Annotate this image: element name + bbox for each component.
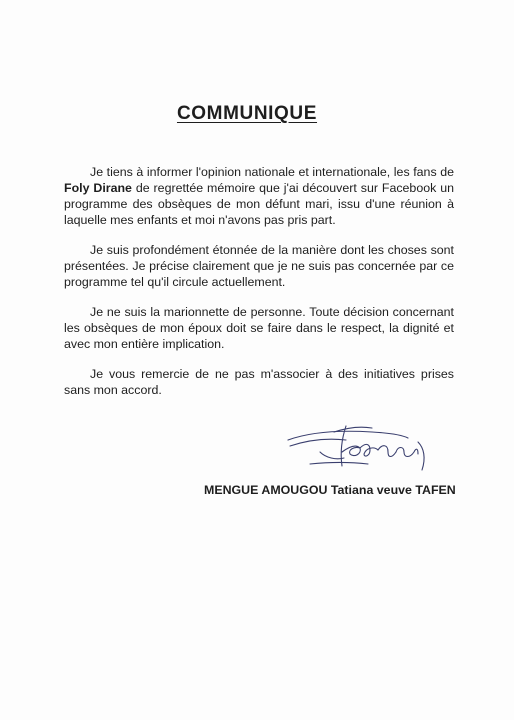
paragraph-1-text-after: de regrettée mémoire que j'ai découvert sur Facebook un programme des obsèques de mon défunt mari, issu d'une réunion à laquelle mes enfants et moi n'avons pas pris part. xyxy=(64,181,454,227)
handwritten-signature xyxy=(280,418,440,476)
paragraph-2-text: Je suis profondément étonnée de la manière dont les choses sont présentées. Je précise clairement que je ne suis pas concernée par ce programme tel qu'il circule actuellement. xyxy=(64,243,454,289)
paragraph-1-text-before: Je tiens à informer l'opinion nationale et internationale, les fans de xyxy=(90,165,454,179)
document-title: COMMUNIQUE xyxy=(176,103,318,124)
deceased-name: Foly Dirane xyxy=(64,181,132,195)
paragraph-1 xyxy=(64,164,454,228)
paragraph-4-text: Je vous remercie de ne pas m'associer à des initiatives prises sans mon accord. xyxy=(64,367,454,397)
paragraph-2 xyxy=(64,242,454,290)
paragraph-3-text: Je ne suis la marionnette de personne. Toute décision concernant les obsèques de mon époux doit se faire dans le respect, la dignité et avec mon entière implication. xyxy=(64,305,454,351)
paragraph-3 xyxy=(64,304,454,352)
signer-name: MENGUE AMOUGOU Tatiana veuve TAFEN xyxy=(204,483,456,497)
paragraph-4 xyxy=(64,366,454,398)
